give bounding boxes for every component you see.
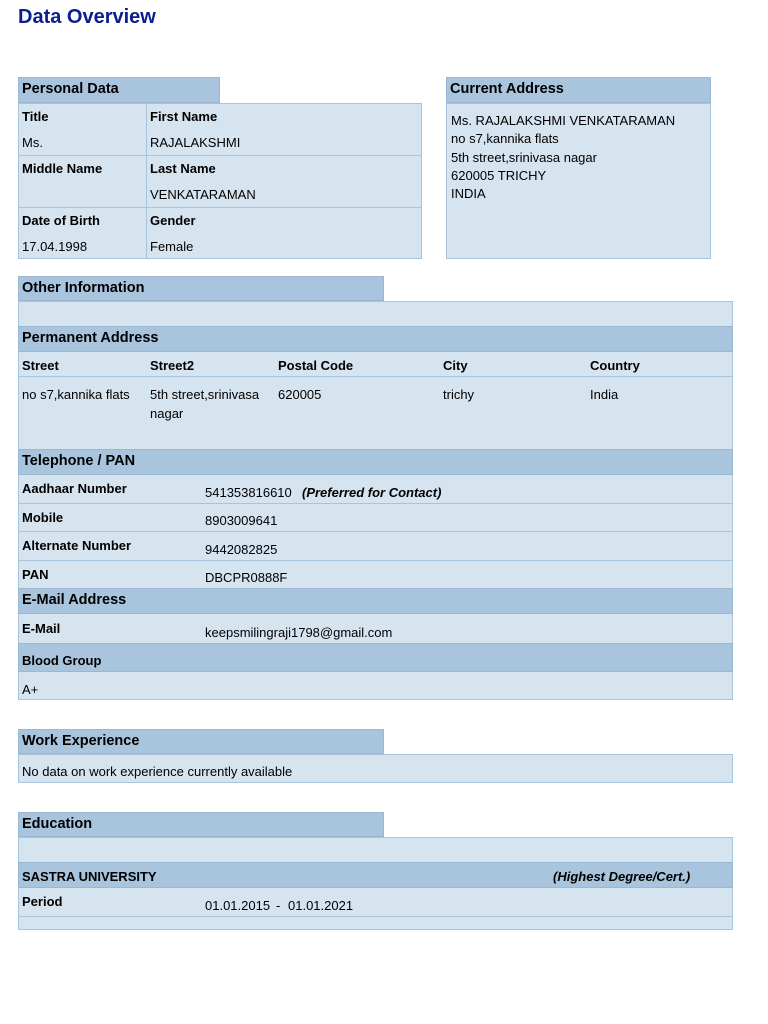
gender-value: Female bbox=[150, 239, 194, 254]
title-label: Title bbox=[22, 109, 49, 124]
work-experience-message: No data on work experience currently available bbox=[22, 764, 293, 779]
alternate-number-label: Alternate Number bbox=[22, 538, 132, 553]
pan-label: PAN bbox=[22, 567, 49, 582]
middle-name-label: Middle Name bbox=[22, 161, 103, 176]
postal-code-label: Postal Code bbox=[278, 358, 354, 373]
blood-group-value: A+ bbox=[22, 682, 39, 697]
current-address-line: INDIA bbox=[451, 186, 486, 201]
alternate-number-value: 9442082825 bbox=[205, 542, 278, 557]
mobile-value: 8903009641 bbox=[205, 513, 278, 528]
street-label: Street bbox=[22, 358, 59, 373]
row-divider bbox=[18, 503, 733, 504]
row-divider bbox=[18, 916, 733, 917]
postal-code-value: 620005 bbox=[278, 387, 322, 402]
current-address-line: no s7,kannika flats bbox=[451, 131, 559, 146]
permanent-address-header: Permanent Address bbox=[18, 326, 733, 352]
blood-group-header: Blood Group bbox=[18, 643, 733, 672]
period-label: Period bbox=[22, 894, 63, 909]
country-label: Country bbox=[590, 358, 640, 373]
work-experience-header: Work Experience bbox=[18, 729, 384, 754]
other-information-header: Other Information bbox=[18, 276, 384, 301]
email-address-header: E-Mail Address bbox=[18, 588, 733, 614]
street2-value-line2: nagar bbox=[150, 406, 184, 421]
dob-value: 17.04.1998 bbox=[22, 239, 88, 254]
period-from: 01.01.2015 bbox=[205, 898, 271, 913]
street-value: no s7,kannika flats bbox=[22, 387, 130, 402]
city-value: trichy bbox=[443, 387, 475, 402]
preferred-contact-note: (Preferred for Contact) bbox=[302, 485, 442, 500]
period-to: 01.01.2021 bbox=[288, 898, 354, 913]
row-divider bbox=[18, 376, 733, 377]
email-value: keepsmilingraji1798@gmail.com bbox=[205, 625, 393, 640]
city-label: City bbox=[443, 358, 468, 373]
personal-data-panel bbox=[18, 103, 422, 259]
last-name-label: Last Name bbox=[150, 161, 216, 176]
title-value: Ms. bbox=[22, 135, 43, 150]
current-address-line: 5th street,srinivasa nagar bbox=[451, 150, 597, 165]
row-divider bbox=[18, 560, 733, 561]
row-divider bbox=[18, 155, 422, 156]
personal-data-header: Personal Data bbox=[18, 77, 220, 103]
row-divider bbox=[18, 207, 422, 208]
telephone-pan-header: Telephone / PAN bbox=[18, 449, 733, 475]
row-divider bbox=[18, 531, 733, 532]
education-header: Education bbox=[18, 812, 384, 837]
mobile-label: Mobile bbox=[22, 510, 64, 525]
education-institution-row: SASTRA UNIVERSITY bbox=[18, 862, 733, 888]
first-name-value: RAJALAKSHMI bbox=[150, 135, 241, 150]
country-value: India bbox=[590, 387, 619, 402]
pan-value: DBCPR0888F bbox=[205, 570, 288, 585]
current-address-line: 620005 TRICHY bbox=[451, 168, 547, 183]
email-label: E-Mail bbox=[22, 621, 61, 636]
aadhaar-label: Aadhaar Number bbox=[22, 481, 127, 496]
column-divider bbox=[146, 103, 147, 259]
last-name-value: VENKATARAMAN bbox=[150, 187, 256, 202]
dob-label: Date of Birth bbox=[22, 213, 100, 228]
first-name-label: First Name bbox=[150, 109, 218, 124]
current-address-line: Ms. RAJALAKSHMI VENKATARAMAN bbox=[451, 113, 676, 128]
period-separator: - bbox=[276, 898, 281, 913]
page-title: Data Overview bbox=[18, 6, 156, 28]
highest-degree-note: (Highest Degree/Cert.) bbox=[553, 869, 691, 884]
current-address-header: Current Address bbox=[446, 77, 711, 103]
street2-value-line1: 5th street,srinivasa bbox=[150, 387, 260, 402]
gender-label: Gender bbox=[150, 213, 196, 228]
aadhaar-value: 541353816610 bbox=[205, 485, 292, 500]
street2-label: Street2 bbox=[150, 358, 195, 373]
